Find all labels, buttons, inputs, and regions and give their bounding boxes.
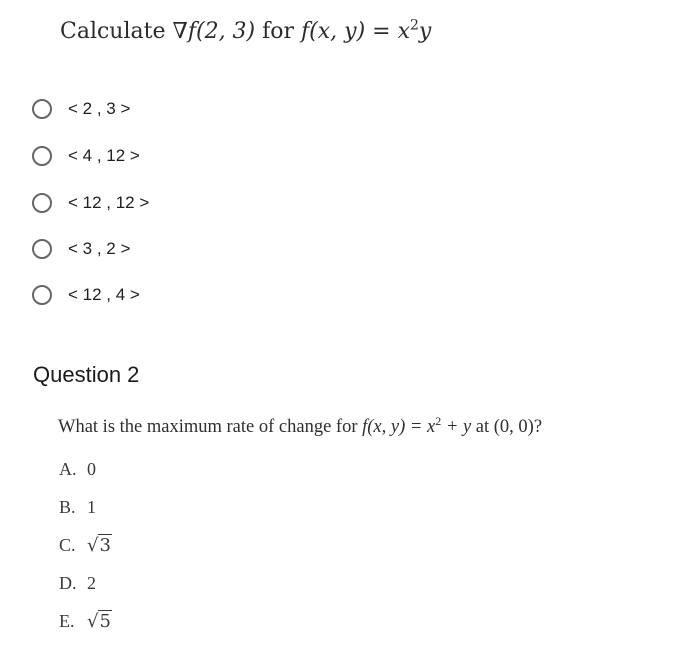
answer-option-1[interactable]: [32, 96, 130, 122]
radio-button[interactable]: [32, 285, 52, 305]
choice-letter: D.: [59, 573, 77, 593]
choice-value: 2: [87, 573, 96, 593]
function-tail: y: [418, 19, 432, 44]
answer-option-5[interactable]: [32, 282, 140, 308]
sqrt-expression: [87, 534, 112, 556]
exponent: 2: [410, 17, 419, 34]
sqrt-expression: [87, 610, 112, 632]
answer-option-4[interactable]: [32, 236, 130, 262]
choice-letter: A.: [59, 459, 77, 479]
prompt-lead: What is the maximum rate of change for: [58, 417, 363, 437]
choice-value: 5: [99, 611, 111, 632]
answer-option-label: < 3 , 2 >: [68, 239, 131, 258]
question-2-heading: Question 2: [33, 362, 140, 387]
sqrt-icon: √: [87, 535, 99, 556]
question-1-prompt: [60, 19, 431, 44]
radio-button[interactable]: [32, 193, 52, 213]
function-definition: f(x, y) = x: [301, 19, 410, 44]
function-term: + y: [441, 417, 472, 437]
radio-button[interactable]: [32, 146, 52, 166]
radio-button[interactable]: [32, 239, 52, 259]
answer-option-label: < 12 , 4 >: [68, 285, 140, 304]
choice-letter: E.: [59, 611, 75, 631]
answer-option-3[interactable]: [32, 190, 149, 216]
question-2-prompt: [58, 413, 543, 438]
sqrt-icon: √: [87, 611, 99, 632]
gradient-expression: ∇f(2, 3): [172, 19, 256, 44]
choice-d: [59, 573, 96, 594]
choice-a: [59, 459, 96, 480]
radio-button[interactable]: [32, 99, 52, 119]
answer-option-label: < 4 , 12 >: [68, 146, 140, 165]
choice-c: [59, 535, 112, 556]
answer-option-label: < 2 , 3 >: [68, 99, 131, 118]
exponent: 2: [435, 413, 442, 428]
answer-option-2[interactable]: [32, 143, 140, 169]
function-definition: f(x, y) = x: [362, 417, 436, 437]
prompt-tail: at (0, 0)?: [471, 417, 543, 437]
choice-b: [59, 497, 96, 518]
choice-letter: B.: [59, 497, 76, 517]
choice-letter: C.: [59, 535, 76, 555]
choice-value: 3: [99, 535, 111, 556]
prompt-lead: Calculate: [60, 19, 173, 44]
choice-value: 0: [87, 459, 96, 479]
choice-e: [59, 611, 112, 632]
prompt-for: for: [255, 19, 302, 44]
choice-value: 1: [87, 497, 96, 517]
answer-option-label: < 12 , 12 >: [68, 193, 150, 212]
